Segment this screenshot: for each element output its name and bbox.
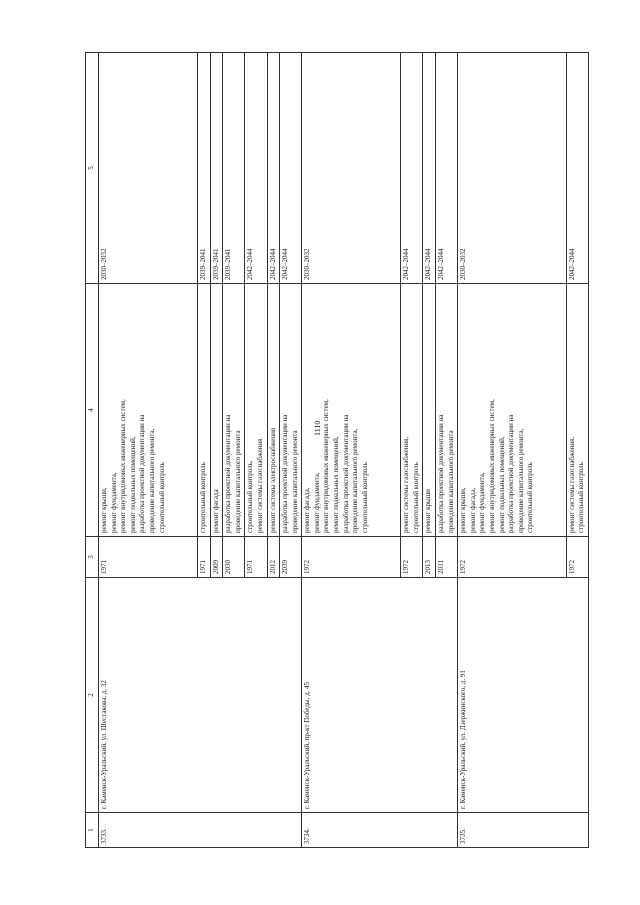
address: г. Каменск-Уральский, пр-кт Победы, д. 45	[302, 578, 458, 813]
blank-line	[186, 287, 196, 533]
row-number: 3734.	[302, 813, 458, 848]
construction-year: 2039	[280, 537, 302, 578]
blank-line	[390, 287, 400, 533]
work-item: ремонт внутридомовых инженерных систем,	[119, 399, 128, 533]
work-item: ремонт внутридомовых инженерных систем,	[487, 399, 496, 533]
work-item: строительный контроль	[526, 462, 535, 533]
work-item: разработка проектной документации на	[507, 414, 516, 533]
repair-period: 2042–2044	[423, 53, 436, 284]
work-item: разработка проектной документации на	[138, 414, 147, 533]
construction-year: 2013	[423, 537, 436, 578]
construction-year: 2012	[267, 537, 280, 578]
work-item: проведение капитального ремонта	[233, 430, 242, 533]
works-list	[436, 284, 458, 537]
header-cell: 2	[86, 578, 99, 813]
work-item: строительный контроль	[360, 462, 369, 533]
blank-line	[177, 287, 187, 533]
construction-year: 1971	[99, 537, 198, 578]
work-item: ремонт крыши,	[459, 487, 468, 533]
works-list	[566, 284, 588, 537]
table-row	[458, 53, 567, 848]
row-number: 3735.	[458, 813, 589, 848]
construction-year: 1971	[245, 537, 267, 578]
blank-line	[370, 287, 380, 533]
construction-year: 2030	[223, 537, 245, 578]
blank-line	[380, 287, 390, 533]
work-item: разработка проектной документации на	[224, 414, 233, 533]
work-item: ремонт фундамента,	[478, 472, 487, 533]
work-item: ремонт фасада	[211, 489, 220, 533]
works-list	[401, 284, 423, 537]
blank-line	[546, 287, 556, 533]
blank-line	[555, 287, 565, 533]
works-list	[280, 284, 302, 537]
repair-period: 2030–2032	[458, 53, 567, 284]
header-cell: 3	[86, 537, 99, 578]
construction-year: 1971	[197, 537, 210, 578]
repair-period: 2042–2044	[267, 53, 280, 284]
repair-period: 2042–2044	[401, 53, 423, 284]
work-item: строительный контроль	[157, 462, 166, 533]
address: г. Каменск-Уральский, ул. Шестакова, д. 32	[99, 578, 302, 813]
row-number: 3733.	[99, 813, 302, 848]
work-item: ремонт подвальных помещений,	[497, 436, 506, 533]
work-item: ремонт подвальных помещений,	[332, 436, 341, 533]
work-item: ремонт системы газоснабжения,	[567, 436, 576, 533]
construction-year: 1972	[401, 537, 423, 578]
works-list	[302, 284, 401, 537]
repair-period: 2030–2032	[302, 53, 401, 284]
works-list	[210, 284, 223, 537]
work-item: проведение капитального ремонта,	[147, 428, 156, 533]
construction-year: 1972	[302, 537, 401, 578]
work-item: ремонт внутридомовых инженерных систем,	[322, 399, 331, 533]
header-cell: 5	[86, 53, 99, 284]
works-list	[223, 284, 245, 537]
work-item: строительный контроль	[411, 462, 420, 533]
work-item: строительный контроль	[577, 462, 586, 533]
work-item: ремонт фасада,	[303, 487, 312, 533]
header-cell: 1	[86, 813, 99, 848]
work-item: ремонт крыши,	[100, 487, 108, 533]
repair-period: 2042–2044	[280, 53, 302, 284]
repair-period: 2030–2032	[99, 53, 198, 284]
table-row	[302, 53, 401, 848]
work-item: строительный контроль,	[246, 460, 255, 533]
work-item: разработка проектной документации на	[341, 414, 350, 533]
capital-repair-table	[85, 88, 586, 848]
blank-line	[167, 287, 177, 533]
repair-period: 2042–2044	[245, 53, 267, 284]
works-list	[423, 284, 436, 537]
page-number: 1110	[313, 420, 322, 436]
work-item: ремонт фундамента,	[109, 472, 118, 533]
repair-period: 2039–2041	[223, 53, 245, 284]
construction-year: 2009	[210, 537, 223, 578]
works-list	[267, 284, 280, 537]
construction-year: 1972	[566, 537, 588, 578]
work-item: проведение капитального ремонта,	[351, 428, 360, 533]
work-item: ремонт подвальных помещений,	[128, 436, 137, 533]
work-item: разработка проектной документации на	[437, 414, 445, 533]
repair-period: 2042–2044	[436, 53, 458, 284]
work-item: проведение капитального ремонта	[446, 430, 455, 533]
table-header-row	[86, 53, 99, 848]
repair-period: 2042–2044	[566, 53, 588, 284]
blank-line	[536, 287, 546, 533]
work-item: проведение капитального ремонта,	[516, 428, 525, 533]
repair-period: 2039–2041	[210, 53, 223, 284]
works-list	[245, 284, 267, 537]
work-item: ремонт фасада,	[468, 487, 477, 533]
work-item: строительный контроль	[198, 462, 207, 533]
header-cell: 4	[86, 284, 99, 537]
work-item: разработка проектной документации на	[281, 414, 290, 533]
works-list	[99, 284, 198, 537]
address: г. Каменск-Уральский, ул. Дзержинского, д. 91	[458, 578, 589, 813]
works-list	[197, 284, 210, 537]
work-item: ремонт системы газоснабжения	[255, 438, 264, 533]
construction-year: 2031	[436, 537, 458, 578]
works-list	[458, 284, 567, 537]
repair-period: 2039–2041	[197, 53, 210, 284]
work-item: ремонт системы газоснабжения,	[402, 436, 411, 533]
table-row	[99, 53, 198, 848]
work-item: ремонт системы электроснабжения	[268, 427, 277, 533]
construction-year: 1972	[458, 537, 567, 578]
work-item: проведение капитального ремонта	[290, 430, 299, 533]
work-item: ремонт фундамента,	[312, 472, 321, 533]
work-item: ремонт крыши	[424, 489, 433, 533]
